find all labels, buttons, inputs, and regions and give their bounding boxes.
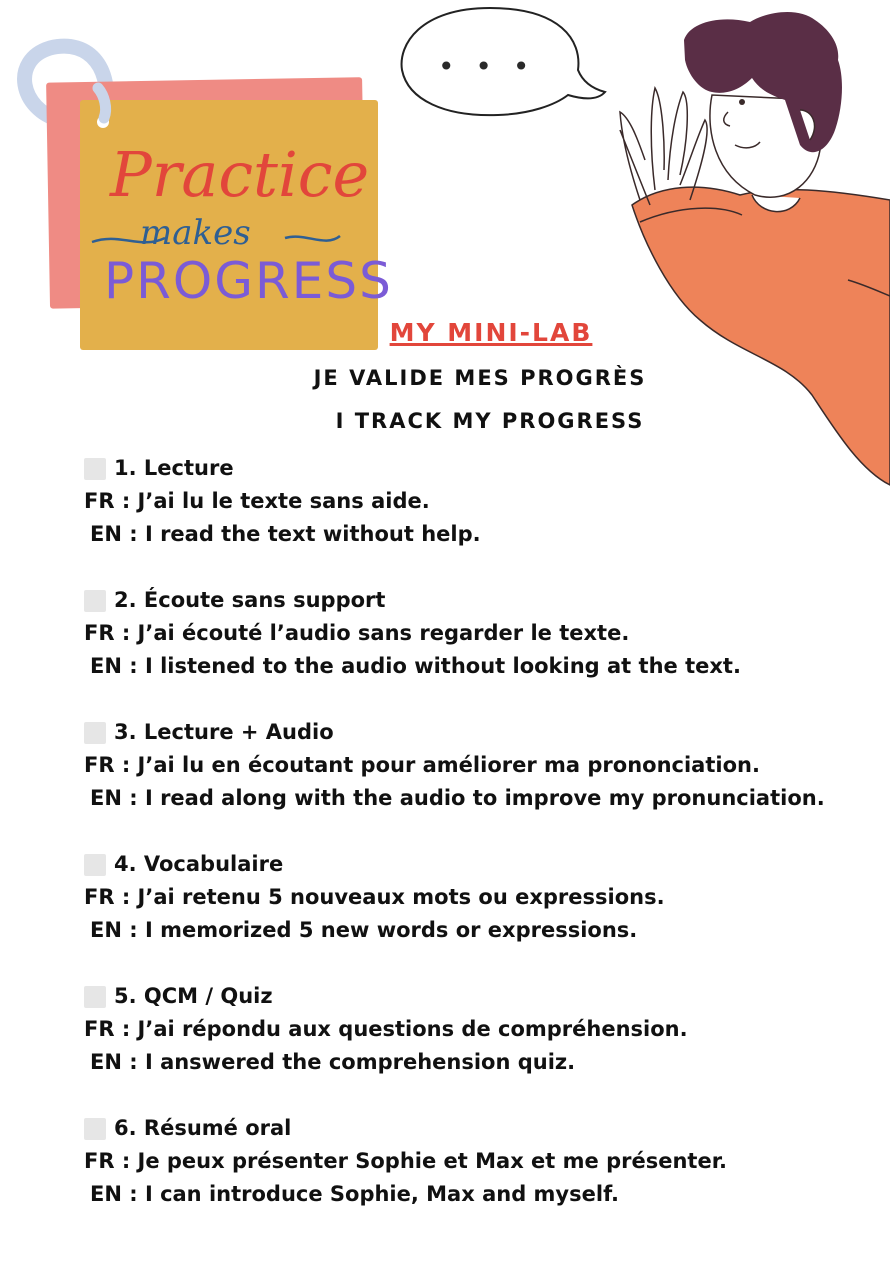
checkbox[interactable] bbox=[84, 590, 106, 612]
page-title: MY MINI-LAB bbox=[389, 318, 593, 347]
checklist-item-en: EN : I listened to the audio without looking at the text. bbox=[90, 654, 741, 678]
sticker-line-makes: makes bbox=[140, 213, 251, 253]
checklist-item-title: 3. Lecture + Audio bbox=[114, 720, 334, 744]
subtitle-english: I TRACK MY PROGRESS bbox=[335, 409, 645, 433]
checklist-item bbox=[84, 452, 874, 551]
waving-person-illustration bbox=[620, 12, 890, 485]
checklist-item-en: EN : I read along with the audio to improve my pronunciation. bbox=[90, 786, 825, 810]
checkbox[interactable] bbox=[84, 722, 106, 744]
checklist-item-en: EN : I can introduce Sophie, Max and myself. bbox=[90, 1182, 620, 1206]
checklist-item-title: 5. QCM / Quiz bbox=[114, 984, 273, 1008]
checkbox[interactable] bbox=[84, 986, 106, 1008]
checklist-item-en: EN : I answered the comprehension quiz. bbox=[90, 1050, 576, 1074]
checkbox[interactable] bbox=[84, 854, 106, 876]
sticker-line-practice: Practice bbox=[110, 138, 370, 211]
checklist-item bbox=[84, 848, 874, 947]
progress-checklist bbox=[84, 452, 874, 1244]
checklist-item-title: 6. Résumé oral bbox=[114, 1116, 292, 1140]
sticker-line-progress: PROGRESS bbox=[104, 252, 393, 310]
subtitle-french: JE VALIDE MES PROGRÈS bbox=[313, 366, 647, 390]
checklist-item bbox=[84, 584, 874, 683]
checklist-item-title: 1. Lecture bbox=[114, 456, 234, 480]
checklist-item-title: 4. Vocabulaire bbox=[114, 852, 284, 876]
checklist-item-title: 2. Écoute sans support bbox=[114, 588, 386, 612]
checklist-item-fr: FR : J’ai retenu 5 nouveaux mots ou expressions. bbox=[84, 885, 665, 909]
checkbox[interactable] bbox=[84, 458, 106, 480]
checklist-item-en: EN : I memorized 5 new words or expressions. bbox=[90, 918, 638, 942]
checklist-item-fr: FR : J’ai écouté l’audio sans regarder le texte. bbox=[84, 621, 630, 645]
checklist-item bbox=[84, 1112, 874, 1211]
checkbox[interactable] bbox=[84, 1118, 106, 1140]
checklist-item-fr: FR : J’ai lu en écoutant pour améliorer ma prononciation. bbox=[84, 753, 760, 777]
checklist-item-fr: FR : J’ai répondu aux questions de compréhension. bbox=[84, 1017, 688, 1041]
speech-bubble-dots: • • • bbox=[438, 50, 536, 83]
checklist-item-fr: FR : J’ai lu le texte sans aide. bbox=[84, 489, 430, 513]
checklist-item bbox=[84, 980, 874, 1079]
checklist-item bbox=[84, 716, 874, 815]
checklist-item-fr: FR : Je peux présenter Sophie et Max et me présenter. bbox=[84, 1149, 728, 1173]
checklist-item-en: EN : I read the text without help. bbox=[90, 522, 481, 546]
